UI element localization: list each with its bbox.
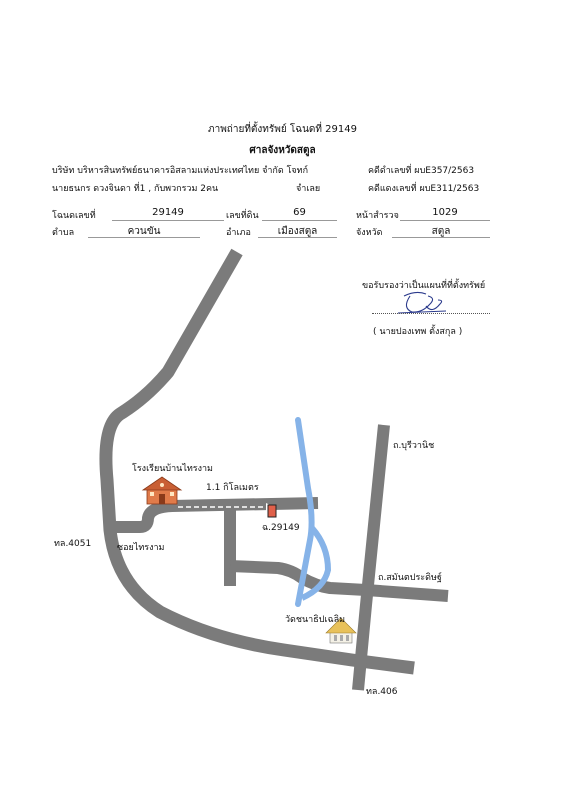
defendant-text: นายธนกร ดวงจินดา ที่1 , กับพวกรวม 2คน (52, 184, 219, 194)
road-4051-label: ทล.4051 (54, 539, 92, 549)
road-buriwanit (358, 425, 384, 690)
province-label: จังหวัด (356, 228, 383, 238)
deed-value: 29149 (152, 207, 184, 218)
province-value: สตูล (431, 226, 451, 237)
road-samanta-label: ถ.สมันตประดิษฐ์ (378, 573, 442, 583)
parcel-label: ฉ.29149 (262, 523, 300, 533)
black-case-number: คดีดำเลขที่ ผบE357/2563 (368, 166, 475, 176)
parcel-marker (268, 505, 276, 517)
subdistrict-label: ตำบล (52, 228, 75, 238)
court-name: ศาลจังหวัดสตูล (249, 145, 316, 156)
district-value: เมืองสตูล (277, 226, 318, 237)
defendant-role: จำเลย (296, 184, 321, 194)
survey-value: 1029 (432, 207, 458, 218)
soi-label: ซอยไทรงาม (117, 543, 165, 553)
temple-label: วัดชนาธิปเฉลิม (285, 615, 346, 625)
survey-label: หน้าสำรวจ (356, 211, 399, 221)
distance-label: 1.1 กิโลเมตร (206, 483, 259, 493)
road-buriwanit-label: ถ.บุรีวานิช (393, 441, 435, 451)
deed-label: โฉนดเลขที่ (52, 211, 96, 221)
school-label: โรงเรียนบ้านไทรงาม (132, 464, 213, 474)
certification-text: ขอรับรองว่าเป็นแผนที่ที่ตั้งทรัพย์ (362, 281, 486, 291)
road-406-label: ทล.406 (366, 687, 398, 697)
signer-name: ( นายปองเทพ ตั้งสกุล ) (373, 327, 463, 337)
land-no-value: 69 (293, 207, 306, 218)
plaintiff-text: บริษัท บริหารสินทรัพย์ธนาคารอิสลามแห่งประเทศไทย จำกัด โจทก์ (52, 166, 309, 176)
document-title: ภาพถ่ายที่ตั้งทรัพย์ โฉนดที่ 29149 (208, 124, 357, 135)
district-label: อำเภอ (226, 228, 251, 238)
subdistrict-value: ควนขัน (127, 226, 161, 237)
land-no-label: เลขที่ดิน (226, 211, 259, 221)
school-icon (143, 477, 181, 504)
red-case-number: คดีแดงเลขที่ ผบE311/2563 (368, 184, 480, 194)
